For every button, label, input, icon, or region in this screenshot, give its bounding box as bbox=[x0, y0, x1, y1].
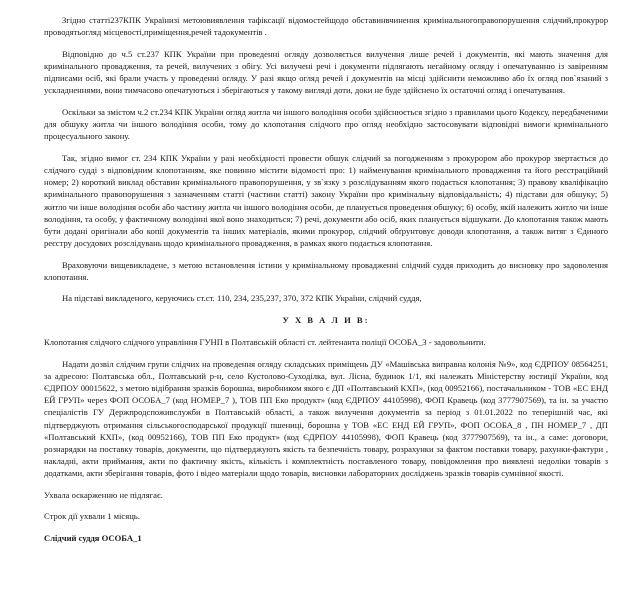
resolution-permission: Надати дозвіл слідчим групи слідчих на проведення огляду складських приміщень ДУ «Машівська виправна колонія №9», код ЄДРПОУ 08564251, за адресою: Полтавська обл., Полтавський р-н, село Кустолово-Суходілка, вул. Лісна, будинок 1/1, які належать Міністерству юстиції України, код ЄДРПОУ 00015622, з метою відібрання зразків борошна, виробником якого є ДП «Полтавський КХП», (код 00952166), постачальником - ТОВ «ЕС ЕНД ЕЙ ГРУП» через ФОП ОСОБА_7 (код НОМЕР_7 ), ТОВ ПП Еко продукт» (код ЄДРПОУ 44105998), ФОП Кравець (код 3777907569), та ін. за участю спеціалістів ГУ Держпродспоживслужби в Полтавській області, а також вилучення документів за період з 01.01.2022 по теперішній час, які підтверджують отримання сільськогосподарської продукції пшениці, борошна у ТОВ «ЕС ЕНД ЕЙ ГРУП», ФОП ОСОБА_8 , ПН НОМЕР_7 , ДП «Полтавський КХП», (код 00952166), ТОВ ПП Еко продукт» (код ЄДРПОУ 44105998), ФОП Кравець (код 3777907569), та ін., а саме: договори, рознарядки на поставку товарів, документи, що підтверджують якість та безпечність товару, розрахунки за фактом поставки товару, рахунки-фактури , накладні, акти приймання, акти по фактичну якість, кількість і комплектність поставленого товару, повідомлення про виявлені недоліки товарів з додатками, акти зберігання товарів, фото і відео матеріали щодо товарів, висновки лабораторних досліджень зразків товарів сумнівної якості. bbox=[44, 358, 608, 479]
paragraph-article-234-part2: Оскільки за змістом ч.2 ст.234 КПК України огляд житла чи іншого володіння особи здійснюється згідно з правилами цього Кодексу, передбаченими для обшуку житла чи іншого володіння особи, тому до клопотання слідчого про огляд необхідно застосовувати відповідні вимоги кримінального процесуального закону. bbox=[44, 106, 608, 142]
resolution-heading: У Х В А Л И В: bbox=[282, 314, 370, 325]
resolution-grant: Клопотання слідчого слідчого управління ГУНП в Полтавській області ст. лейтенанта поліції ОСОБА_3 - задовольнити. bbox=[44, 337, 486, 348]
resolution-no-appeal: Ухвала оскарженню не підлягає. bbox=[44, 489, 163, 500]
paragraph-article-234-requirements: Так, згідно вимог ст. 234 КПК України у разі необхідності провести обшук слідчий за погодженням з прокурором або прокурор звертається до слідчого судді з відповідним клопотанням, яке повинно містити відомості про: 1) найменування кримінального провадження та його реєстраційний номер; 2) короткий виклад обставин кримінального правопорушення, у зв`язку з розслідуванням якого подається клопотання; 3) правову кваліфікацію кримінального правопорушення з зазначенням статті (частини статті) закону України про кримінальну відповідальність; 4) підстави для обшуку; 5) житло чи інше володіння особи або частину житла чи іншого володіння особи, де планується проведення обшуку; 6) особу, якій належить житло чи інше володіння, та особу, у фактичному володінні якої воно знаходиться; 7) речі, документи або осіб, яких планується відшукати. До клопотання також мають бути додані оригінали або копії документів та інших матеріалів, якими прокурор, слідчий обґрунтовує доводи клопотання, а також витяг з Єдиного реєстру досудових розслідувань щодо кримінального провадження, в рамках якого подається клопотання. bbox=[44, 152, 608, 249]
paragraph-conclusion: Враховуючи вищевикладене, з метою встановлення істини у кримінальному провадженні слідчий суддя приходить до висновку про задоволення клопотання. bbox=[44, 259, 608, 282]
paragraph-legal-basis: На підставі викладеного, керуючись ст.ст. 110, 234, 235,237, 370, 372 КПК України, слідчий суддя, bbox=[62, 293, 422, 304]
paragraph-article-237-part5: Відповідно до ч.5 ст.237 КПК України при проведенні огляду дозволяється вилучення лише речей і документів, які мають значення для кримінального провадження, та речей, вилучених з обігу. Усі вилучені речі і документи підлягають негайному огляду і опечатуванню із завіренням підписами осіб, які брали участь у проведенні огляду. У разі якщо огляд речей і документів на місці здійснити неможливо або їх огляд пов`язаний з ускладненнями, вони тимчасово опечатуються і зберігаються у такому вигляді доти, доки не буде здійснено їх остаточні огляд і опечатування. bbox=[44, 48, 608, 96]
judge-signature: Слідчий суддя ОСОБА_1 bbox=[44, 532, 142, 543]
paragraph-article-237: Згідно статті237КПК Українизі метоювиявлення тафіксації відомостейщодо обставинвчинення кримінальногоправопорушення слідчий,прокурор проводятьогляд місцевості,приміщення,речей тадокументів . bbox=[44, 15, 608, 38]
resolution-validity: Строк дії ухвали 1 місяць. bbox=[44, 511, 140, 522]
